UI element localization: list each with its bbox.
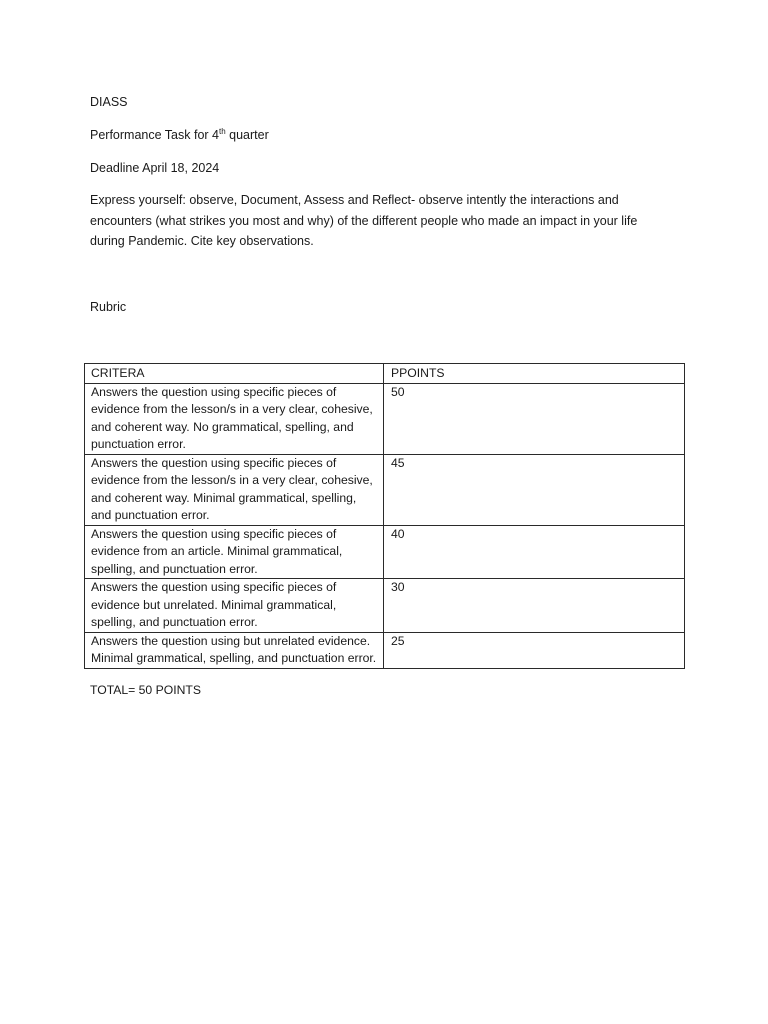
criteria-cell: Answers the question using specific pieces of evidence but unrelated. Minimal grammatical, spelling, and punctuation error. bbox=[85, 579, 384, 633]
rubric-row bbox=[85, 454, 685, 525]
rubric-table bbox=[84, 363, 685, 669]
task-title-prefix: Performance Task for 4 bbox=[90, 128, 219, 142]
deadline-text: Deadline April 18, 2024 bbox=[90, 161, 220, 175]
rubric-header-row bbox=[85, 364, 685, 384]
task-title-suffix: quarter bbox=[225, 128, 269, 142]
rubric-row bbox=[85, 579, 685, 633]
instructions-paragraph: Express yourself: observe, Document, Assess and Reflect- observe intently the interactions and encounters (what strikes you most and why) of the different people who made an impact in your life during Pandemic. Cite key observations. bbox=[90, 193, 638, 248]
task-title-superscript: th bbox=[219, 126, 226, 136]
rubric-row bbox=[85, 383, 685, 454]
rubric-total: TOTAL= 50 POINTS bbox=[90, 683, 201, 697]
subject-heading: DIASS bbox=[90, 95, 128, 109]
rubric-row bbox=[85, 632, 685, 668]
points-cell: 50 bbox=[384, 383, 685, 454]
rubric-label: Rubric bbox=[90, 300, 127, 314]
criteria-cell: Answers the question using but unrelated evidence. Minimal grammatical, spelling, and punctuation error. bbox=[85, 632, 384, 668]
points-cell: 30 bbox=[384, 579, 685, 633]
criteria-cell: Answers the question using specific pieces of evidence from the lesson/s in a very clear, cohesive, and coherent way. Minimal grammatical, spelling, and punctuation error. bbox=[85, 454, 384, 525]
criteria-header: CRITERA bbox=[85, 364, 384, 384]
criteria-cell: Answers the question using specific pieces of evidence from an article. Minimal grammatical, spelling, and punctuation error. bbox=[85, 525, 384, 579]
points-cell: 40 bbox=[384, 525, 685, 579]
points-cell: 45 bbox=[384, 454, 685, 525]
task-title bbox=[90, 125, 269, 145]
points-cell: 25 bbox=[384, 632, 685, 668]
criteria-cell: Answers the question using specific pieces of evidence from the lesson/s in a very clear, cohesive, and coherent way. No grammatical, spelling, and punctuation error. bbox=[85, 383, 384, 454]
rubric-row bbox=[85, 525, 685, 579]
points-header: PPOINTS bbox=[384, 364, 685, 384]
